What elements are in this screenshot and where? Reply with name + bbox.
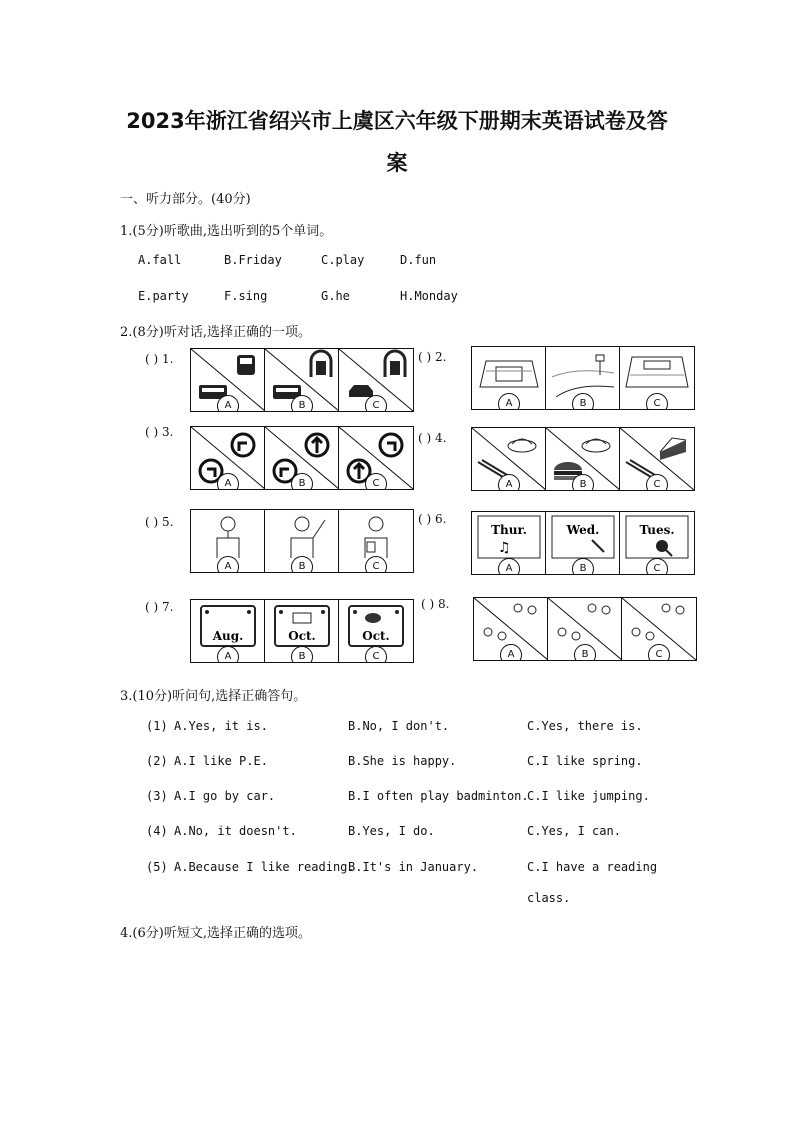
choice-letter: C <box>365 646 387 662</box>
answer-option: B.It's in January. <box>348 860 479 874</box>
choice-letter: C <box>365 395 387 411</box>
picture-strip <box>471 427 695 491</box>
picture-panel <box>620 347 694 409</box>
picture-panel <box>265 510 339 572</box>
choice-letter: A <box>500 644 522 660</box>
answer-option: B.Yes, I do. <box>348 824 435 838</box>
item-number: ( ) 7. <box>145 600 174 614</box>
answer-option: A.I like P.E. <box>174 754 268 768</box>
item-number: ( ) 5. <box>145 515 174 529</box>
item-number: ( ) 6. <box>418 512 447 526</box>
svg-text:♫: ♫ <box>498 540 511 556</box>
choice-letter: B <box>291 556 313 572</box>
row-number: (4) <box>146 824 168 838</box>
item-number: ( ) 8. <box>421 597 450 611</box>
answer-option: A.I go by car. <box>174 789 276 803</box>
picture-panel <box>191 427 265 489</box>
picture-panel <box>472 512 546 574</box>
picture-strip <box>190 599 414 663</box>
answer-option: C.I like spring. <box>527 754 643 768</box>
option: C.play <box>321 253 365 267</box>
picture-panel <box>191 600 265 662</box>
option: D.fun <box>400 253 437 267</box>
picture-panel <box>265 427 339 489</box>
choice-letter: C <box>646 558 668 574</box>
day-label: Tues. <box>639 523 675 537</box>
choice-letter: B <box>572 393 594 409</box>
choice-letter: C <box>365 473 387 489</box>
choice-letter: A <box>498 474 520 490</box>
item-number: ( ) 1. <box>145 352 174 366</box>
option: E.party <box>138 289 189 303</box>
day-label: Thur. <box>491 523 527 537</box>
choice-letter: C <box>646 474 668 490</box>
answer-option: B.She is happy. <box>348 754 457 768</box>
item-number: ( ) 3. <box>145 425 174 439</box>
choice-letter: B <box>574 644 596 660</box>
picture-strip <box>471 346 695 410</box>
section-heading: 一、听力部分。(40分) <box>120 192 251 207</box>
item-number: ( ) 4. <box>418 431 447 445</box>
picture-strip <box>473 597 697 661</box>
choice-letter: C <box>365 556 387 572</box>
answer-option: A.No, it doesn't. <box>174 824 297 838</box>
row-number: (3) <box>146 789 168 803</box>
answer-option: C.Yes, there is. <box>527 719 643 733</box>
choice-letter: C <box>648 644 670 660</box>
picture-panel <box>620 428 694 490</box>
row-number: (2) <box>146 754 168 768</box>
choice-letter: A <box>217 646 239 662</box>
picture-strip <box>190 509 414 573</box>
answer-option: B.I often play badminton. <box>348 789 529 803</box>
choice-letter: A <box>217 556 239 572</box>
choice-letter: C <box>646 393 668 409</box>
answer-option: C.I like jumping. <box>527 789 650 803</box>
picture-strip <box>190 426 414 490</box>
picture-panel <box>265 349 339 411</box>
answer-option-cont: class. <box>527 891 571 905</box>
choice-letter: B <box>572 558 594 574</box>
picture-strip <box>471 511 695 575</box>
picture-panel <box>339 510 413 572</box>
row-number: (5) <box>146 860 168 874</box>
choice-letter: A <box>498 393 520 409</box>
picture-panel <box>265 600 339 662</box>
page-title-cont: 案 <box>386 151 408 175</box>
picture-panel <box>546 512 620 574</box>
picture-panel <box>339 600 413 662</box>
choice-letter: B <box>291 646 313 662</box>
question-3-label: 3.(10分)听问句,选择正确答句。 <box>120 689 307 704</box>
month-label: Oct. <box>288 629 316 643</box>
day-label: Wed. <box>566 523 600 537</box>
answer-option: C.Yes, I can. <box>527 824 621 838</box>
option: F.sing <box>224 289 268 303</box>
answer-option: B.No, I don't. <box>348 719 450 733</box>
picture-panel <box>620 512 694 574</box>
choice-letter: B <box>291 473 313 489</box>
question-4-label: 4.(6分)听短文,选择正确的选项。 <box>120 926 311 941</box>
row-number: (1) <box>146 719 168 733</box>
picture-panel <box>472 347 546 409</box>
choice-letter: B <box>572 474 594 490</box>
picture-panel <box>339 349 413 411</box>
option: G.he <box>321 289 350 303</box>
option: A.fall <box>138 253 182 267</box>
answer-option: C.I have a reading <box>527 860 658 874</box>
question-1-label: 1.(5分)听歌曲,选出听到的5个单词。 <box>120 224 333 239</box>
choice-letter: A <box>217 473 239 489</box>
option: B.Friday <box>224 253 282 267</box>
picture-strip <box>190 348 414 412</box>
picture-panel <box>548 598 622 660</box>
choice-letter: A <box>498 558 520 574</box>
answer-option: A.Yes, it is. <box>174 719 268 733</box>
month-label: Aug. <box>212 629 244 643</box>
picture-panel <box>546 347 620 409</box>
answer-option: A.Because I like reading. <box>174 860 355 874</box>
picture-panel <box>472 428 546 490</box>
picture-panel <box>474 598 548 660</box>
page-title: 2023年浙江省绍兴市上虞区六年级下册期末英语试卷及答 <box>126 109 668 133</box>
choice-letter: B <box>291 395 313 411</box>
picture-panel <box>622 598 696 660</box>
month-label: Oct. <box>362 629 390 643</box>
picture-panel <box>191 349 265 411</box>
picture-panel <box>191 510 265 572</box>
picture-panel <box>339 427 413 489</box>
option: H.Monday <box>400 289 458 303</box>
item-number: ( ) 2. <box>418 350 447 364</box>
choice-letter: A <box>217 395 239 411</box>
picture-panel <box>546 428 620 490</box>
question-2-label: 2.(8分)听对话,选择正确的一项。 <box>120 325 311 340</box>
